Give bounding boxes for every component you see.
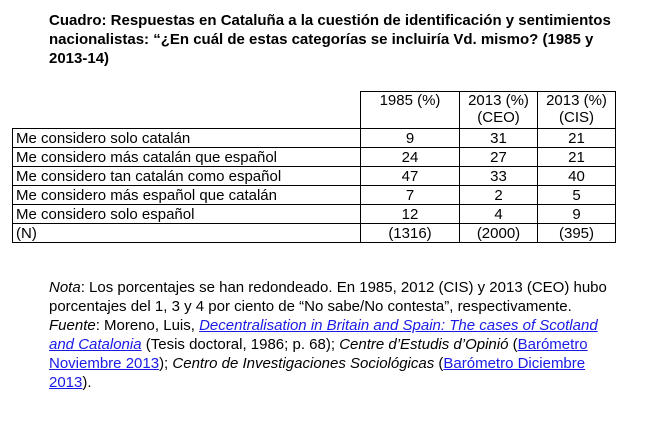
cell-2013-ceo: 2 — [460, 186, 538, 205]
cell-1985: (1316) — [361, 224, 460, 243]
table-row-total — [13, 224, 616, 243]
table-row — [13, 186, 616, 205]
table-title: Cuadro: Respuestas en Cataluña a la cuestión de identificación y sentimientos nacionalistas: “¿En cuál de estas categorías se incluiría Vd. mismo? (1985 y 2013-14) — [49, 12, 611, 67]
nota-label: Nota — [49, 279, 81, 296]
cell-2013-cis: 21 — [538, 148, 616, 167]
barometro-noviembre-link[interactable]: Barómetro Noviembre 2013 — [49, 336, 588, 372]
cell-2013-ceo: 27 — [460, 148, 538, 167]
fuente-label: Fuente — [49, 317, 96, 334]
source-text: : Moreno, Luis, — [95, 317, 200, 334]
source-text: ); — [159, 355, 173, 372]
table-row — [13, 129, 616, 148]
header-2013-ceo: 2013 (%) (CEO) — [460, 92, 538, 129]
table-row — [13, 148, 616, 167]
cell-2013-cis: 40 — [538, 167, 616, 186]
header-2013-cis: 2013 (%) (CIS) — [538, 92, 616, 129]
data-table — [12, 91, 616, 243]
row-label: Me considero solo español — [13, 205, 361, 224]
ceo-label: Centre d’Estudis d’Opinió — [339, 336, 509, 353]
row-label: Me considero más español que catalán — [13, 186, 361, 205]
source-text: ( — [508, 336, 518, 353]
table-row — [13, 205, 616, 224]
source-text: ( — [434, 355, 444, 372]
row-label: (N) — [13, 224, 361, 243]
row-label: Me considero tan catalán como español — [13, 167, 361, 186]
header-blank-cell — [13, 92, 361, 129]
cis-label: Centro de Investigaciones Sociológicas — [172, 355, 435, 372]
cell-1985: 47 — [361, 167, 460, 186]
cell-2013-ceo: (2000) — [460, 224, 538, 243]
cell-1985: 24 — [361, 148, 460, 167]
cell-1985: 9 — [361, 129, 460, 148]
cell-2013-cis: 9 — [538, 205, 616, 224]
cell-2013-ceo: 4 — [460, 205, 538, 224]
cell-2013-cis: (395) — [538, 224, 616, 243]
row-label: Me considero solo catalán — [13, 129, 361, 148]
row-label: Me considero más catalán que español — [13, 148, 361, 167]
thesis-link[interactable]: Decentralisation in Britain and Spain: The cases of Scotland and Catalonia — [49, 317, 598, 353]
source-text: ). — [82, 374, 92, 391]
header-1985: 1985 (%) — [361, 92, 460, 129]
note-text: : Los porcentajes se han redondeado. En 1985, 2012 (CIS) y 2013 (CEO) hubo porcentajes del 1, 3 y 4 por ciento de “No sabe/No contesta”, respectivamente. — [49, 279, 607, 315]
cell-2013-cis: 5 — [538, 186, 616, 205]
cell-1985: 7 — [361, 186, 460, 205]
cell-1985: 12 — [361, 205, 460, 224]
cell-2013-ceo: 33 — [460, 167, 538, 186]
table-row — [13, 167, 616, 186]
cell-2013-ceo: 31 — [460, 129, 538, 148]
footnote — [49, 278, 619, 392]
source-text: (Tesis doctoral, 1986; p. 68); — [141, 336, 340, 353]
cell-2013-cis: 21 — [538, 129, 616, 148]
barometro-diciembre-link[interactable]: Barómetro Diciembre 2013 — [49, 355, 586, 391]
table-header-row — [13, 92, 616, 129]
